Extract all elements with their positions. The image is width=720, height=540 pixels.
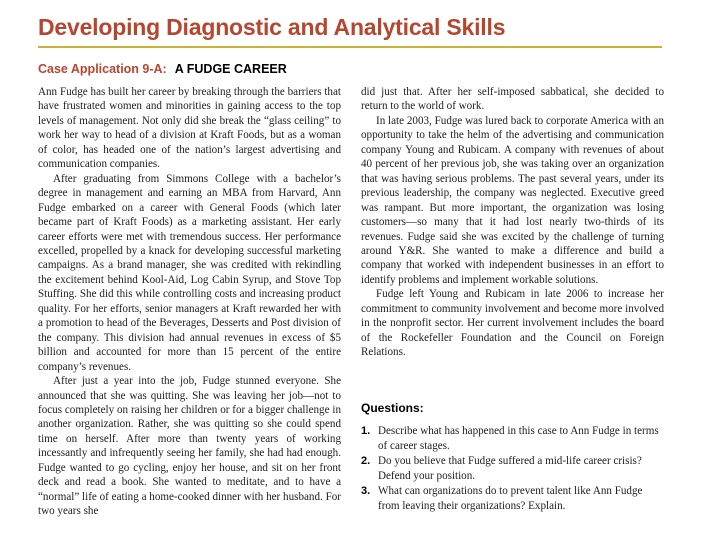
question-number: 2. — [361, 455, 371, 467]
paragraph: After just a year into the job, Fudge stunned everyone. She announced that she was quitting. She was leaving her job—not to focus completely on raising her children or for a bigger challenge in another organization. Rather, she was quitting so she could spend time on herself. After more than twenty years of working incessantly and infrequently seeing her family, she had had enough. Fudge wanted to go cycling, enjoy her house, and sit on her front deck and read a book. She wanted to meditate, and to have a “normal” life of eating a home-cooked dinner with her husband. For two years she — [38, 375, 341, 518]
case-heading — [38, 60, 287, 78]
page-title: Developing Diagnostic and Analytical Skills — [38, 14, 506, 40]
question-number: 1. — [361, 425, 371, 437]
question-text: Do you believe that Fudge suffered a mid-life career crisis? Defend your position. — [378, 455, 642, 482]
question-number: 3. — [361, 485, 371, 497]
question-item — [361, 424, 664, 453]
questions-heading: Questions: — [361, 401, 424, 415]
paragraph: In late 2003, Fudge was lured back to corporate America with an opportunity to take the helm of the advertising and communication company Young and Rubicam. A company with revenues of about 40 percent of her previous job, she was taking over an organization that was having serious problems. The past several years, under its previous leadership, the company was neglected. Executive greed was rampant. But more important, the organization was losing customers—so many that it had lost nearly two-thirds of its revenues. Fudge said she was excited by the challenge of turning around Y&R. She wanted to make a difference and build a company that worked with independent businesses in an effort to identify problems and implement workable solutions. — [361, 114, 664, 286]
question-text: Describe what has happened in this case to Ann Fudge in terms of career stages. — [378, 425, 659, 452]
questions-list — [361, 424, 664, 514]
paragraph: After graduating from Simmons College with a bachelor’s degree in management and earning an MBA from Harvard, Ann Fudge embarked on a career with General Foods (which later became part of Kraft Foods) as a marketing assistant. Her early career efforts were met with tremendous success. Her performance excelled, propelled by a knack for developing successful marketing campaigns. As a brand manager, she was credited with rekindling the excitement behind Kool-Aid, Log Cabin Syrup, and Stove Top Stuffing. She did this while controlling costs and increasing product quality. For her efforts, senior managers at Kraft rewarded her with a promotion to head of the Beverages, Desserts and Post division of the company. This division had annual revenues in excess of $5 billion and accounted for more than 15 percent of the entire company’s revenues. — [38, 172, 341, 373]
question-item — [361, 454, 664, 483]
paragraph: did just that. After her self-imposed sabbatical, she decided to return to the world of work. — [361, 86, 664, 113]
question-text: What can organizations do to prevent talent like Ann Fudge from leaving their organizations? Explain. — [378, 485, 643, 512]
question-item — [361, 484, 664, 513]
paragraph: Fudge left Young and Rubicam in late 2006 to increase her commitment to community involvement and become more involved in the nonprofit sector. Her current involvement includes the board of the Rockefeller Foundation and the Council on Foreign Relations. — [361, 288, 664, 359]
case-label: Case Application 9-A: — [38, 62, 167, 76]
title-divider — [38, 46, 662, 48]
case-title: A FUDGE CAREER — [174, 62, 287, 76]
left-column — [38, 85, 341, 519]
right-column — [361, 85, 664, 360]
paragraph: Ann Fudge has built her career by breaking through the barriers that have frustrated women and minorities in gaining access to the top levels of management. Not only did she break the “glass ceiling” to work her way to head of a division at Kraft Foods, but as a woman of color, has headed one of the nation’s largest advertising and communication companies. — [38, 86, 341, 171]
